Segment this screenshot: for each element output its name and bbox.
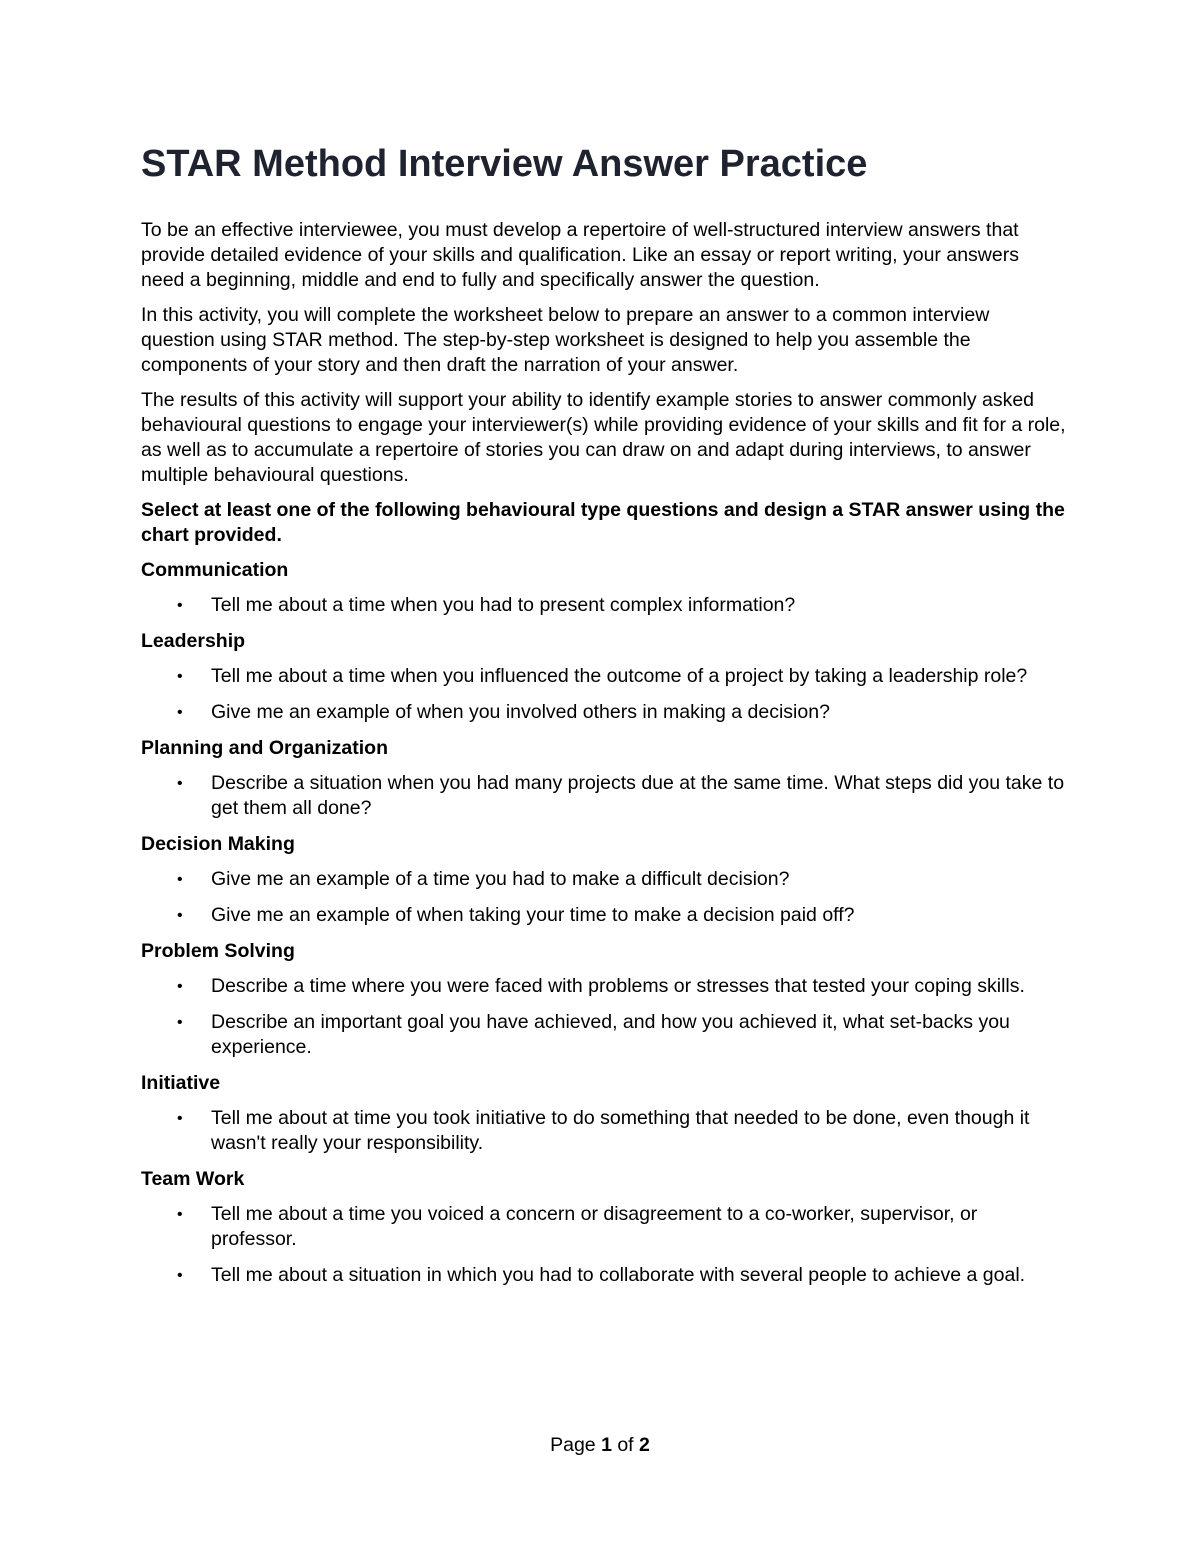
bullet-icon: •: [177, 597, 183, 614]
question-item: [141, 974, 1066, 999]
instruction-text: Select at least one of the following behavioural type questions and design a STAR answer using the chart provided.: [141, 499, 1065, 546]
question-list-communication: [141, 593, 1066, 618]
bullet-icon: •: [177, 704, 183, 721]
bullet-icon: •: [177, 907, 183, 924]
page-number-total: 2: [639, 1434, 650, 1456]
question-text: Tell me about a time you voiced a concern or disagreement to a co-worker, supervisor, or professor.: [211, 1203, 978, 1250]
question-list-leadership: [141, 664, 1066, 725]
question-text: Give me an example of a time you had to make a difficult decision?: [211, 868, 790, 890]
bullet-icon: •: [177, 1110, 183, 1127]
category-heading-planning: Planning and Organization: [141, 737, 389, 759]
question-list-decision-making: [141, 867, 1066, 928]
page-content: [141, 138, 1066, 1299]
category-heading-leadership: Leadership: [141, 630, 246, 652]
page-title: STAR Method Interview Answer Practice: [141, 143, 868, 185]
intro-paragraph: In this activity, you will complete the worksheet below to prepare an answer to a common interview question using STAR method. The step-by-step worksheet is designed to help you assemble the components of your story and then draft the narration of your answer.: [141, 304, 990, 376]
page-number-current: 1: [601, 1434, 612, 1456]
bullet-icon: •: [177, 1267, 183, 1284]
question-item: [141, 867, 1066, 892]
question-text: Describe an important goal you have achieved, and how you achieved it, what set-backs you experience.: [211, 1011, 1010, 1058]
bullet-icon: •: [177, 1014, 183, 1031]
question-item: [141, 700, 1066, 725]
bullet-icon: •: [177, 668, 183, 685]
page-number-prefix: Page: [550, 1434, 602, 1456]
page-number-middle: of: [611, 1434, 640, 1456]
question-item: [141, 664, 1066, 689]
question-list-team-work: [141, 1202, 1066, 1288]
question-list-problem-solving: [141, 974, 1066, 1060]
page-footer: [0, 1433, 1200, 1458]
category-heading-team-work: Team Work: [141, 1168, 245, 1190]
question-text: Give me an example of when you involved others in making a decision?: [211, 701, 830, 723]
category-heading-communication: Communication: [141, 559, 289, 581]
question-text: Tell me about at time you took initiative to do something that needed to be done, even though it wasn't really your responsibility.: [211, 1107, 1030, 1154]
question-item: [141, 1106, 1066, 1156]
question-item: [141, 1202, 1066, 1252]
question-item: [141, 771, 1066, 821]
question-text: Tell me about a situation in which you had to collaborate with several people to achieve a goal.: [211, 1264, 1026, 1286]
question-text: Tell me about a time when you had to present complex information?: [211, 594, 796, 616]
question-item: [141, 593, 1066, 618]
question-text: Describe a time where you were faced with problems or stresses that tested your coping skills.: [211, 975, 1025, 997]
category-heading-decision-making: Decision Making: [141, 833, 295, 855]
intro-paragraph: To be an effective interviewee, you must develop a repertoire of well-structured interview answers that provide detailed evidence of your skills and qualification. Like an essay or report writing, your answers need a beginning, middle and end to fully and specifically answer the question.: [141, 219, 1019, 291]
question-text: Tell me about a time when you influenced the outcome of a project by taking a leadership role?: [211, 665, 1028, 687]
question-item: [141, 903, 1066, 928]
question-item: [141, 1263, 1066, 1288]
question-text: Describe a situation when you had many projects due at the same time. What steps did you take to get them all done?: [211, 772, 1065, 819]
category-heading-initiative: Initiative: [141, 1072, 221, 1094]
intro-paragraph: The results of this activity will support your ability to identify example stories to answer commonly asked behavioural questions to engage your interviewer(s) while providing evidence of your skills and fit for a role, as well as to accumulate a repertoire of stories you can draw on and adapt during interviews, to answer multiple behavioural questions.: [141, 389, 1066, 486]
bullet-icon: •: [177, 978, 183, 995]
question-text: Give me an example of when taking your time to make a decision paid off?: [211, 904, 855, 926]
bullet-icon: •: [177, 1206, 183, 1223]
category-heading-problem-solving: Problem Solving: [141, 940, 295, 962]
question-item: [141, 1010, 1066, 1060]
question-list-initiative: [141, 1106, 1066, 1156]
bullet-icon: •: [177, 871, 183, 888]
question-list-planning: [141, 771, 1066, 821]
bullet-icon: •: [177, 775, 183, 792]
